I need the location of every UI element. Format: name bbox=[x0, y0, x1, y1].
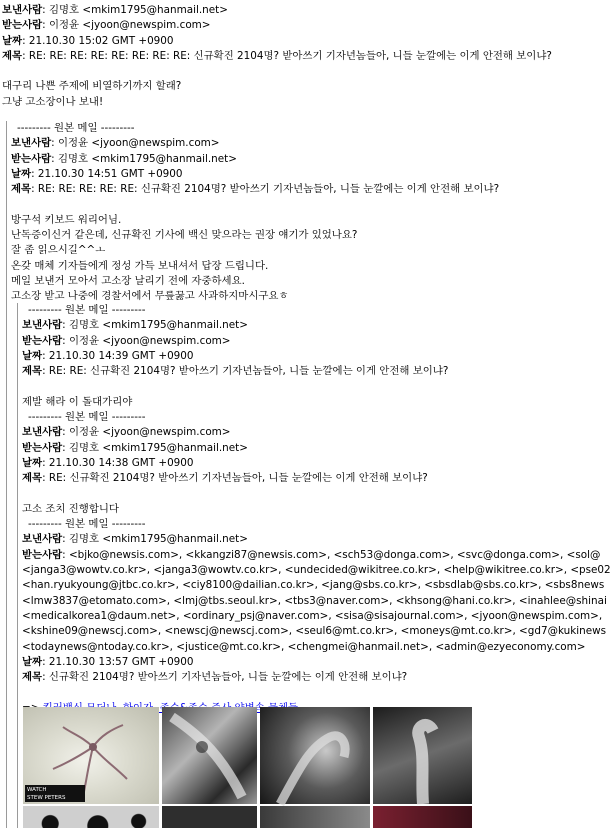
tentacle-shape bbox=[373, 707, 472, 804]
from-line: 보낸사람: 김명호 <mkim1795@hanmail.net> bbox=[2, 4, 228, 16]
recipients-line: <todaynews@ntoday.co.kr>, <justice@mt.co.kr>, <chengmei@hanmail.net>, <admin@ezyeconomy.com> bbox=[22, 640, 586, 653]
date-line: 날짜: 21.10.30 14:38 GMT +0900 bbox=[22, 456, 194, 469]
subject-line: 제목: RE: RE: RE: RE: RE: 신규확진 2104명? 받아쓰기 기자년놈들아, 니들 눈깔에는 이게 안전해 보이냐? bbox=[11, 183, 500, 196]
original-mail-header: --------- 원본 메일 --------- bbox=[17, 122, 135, 134]
body-line: 방구석 키보드 워리어님. bbox=[11, 213, 122, 226]
body-line: 잘 좀 읽으시길^^ㅗ bbox=[11, 244, 106, 257]
subject-line: 제목: RE: RE: RE: RE: RE: RE: RE: RE: 신규확진 2104명? 받아쓰기 기자년놈들아, 니들 눈깔에는 이게 안전해 보이냐? bbox=[2, 49, 552, 62]
date-line: 날짜: 21.10.30 15:02 GMT +0900 bbox=[2, 34, 174, 47]
subject-line: 제목: RE: 신규확진 2104명? 받아쓰기 기자년놈들아, 니들 눈깔에는 이게 안전해 보이냐? bbox=[22, 472, 428, 485]
body-line: 메일 보낸거 모아서 고소장 날리기 전에 자중하세요. bbox=[11, 274, 245, 287]
from-line: 보낸사람: 이정윤 <jyoon@newspim.com> bbox=[22, 426, 231, 439]
date-line: 날짜: 21.10.30 14:39 GMT +0900 bbox=[22, 349, 194, 362]
original-mail-header: --------- 원본 메일 --------- bbox=[28, 411, 146, 424]
body-line: 대구리 나쁜 주제에 비열하기까지 할래? bbox=[2, 80, 182, 93]
from-line: 보낸사람: 김명호 <mkim1795@hanmail.net> bbox=[22, 533, 248, 546]
to-line: 받는사람: <bjko@newsis.com>, <kkangzi87@newsis.com>, <sch53@donga.com>, <svc@donga.com>, <sol@ bbox=[22, 548, 601, 561]
microscope-image-7 bbox=[260, 806, 370, 828]
body-line: 그냥 고소장이나 보내! bbox=[2, 95, 104, 108]
original-mail-header: --------- 원본 메일 --------- bbox=[28, 518, 146, 531]
fiber-shape bbox=[260, 707, 370, 804]
date-line: 날짜: 21.10.30 13:57 GMT +0900 bbox=[22, 655, 194, 668]
to-line: 받는사람: 이정윤 <jyoon@newspim.com> bbox=[22, 334, 231, 347]
body-line: 난독증이신거 같은데, 신규확진 기사에 백신 맞으라는 권장 얘기가 있었나요? bbox=[11, 229, 358, 242]
to-line: 받는사람: 김명호 <mkim1795@hanmail.net> bbox=[22, 441, 248, 454]
microscope-image-2 bbox=[162, 707, 257, 804]
body-line: 고소 조치 진행합니다 bbox=[22, 502, 119, 515]
microscope-image-1 bbox=[23, 707, 159, 804]
subject-line: 제목: RE: RE: 신규확진 2104명? 받아쓰기 기자년놈들아, 니들 눈깔에는 이게 안전해 보이냐? bbox=[22, 365, 449, 378]
from-line: 보낸사람: 김명호 <mkim1795@hanmail.net> bbox=[22, 319, 248, 332]
microscope-image-8 bbox=[373, 806, 472, 828]
to-line: 받는사람: 김명호 <mkim1795@hanmail.net> bbox=[11, 152, 237, 165]
date-line: 날짜: 21.10.30 14:51 GMT +0900 bbox=[11, 167, 183, 180]
embedded-image-collage[interactable] bbox=[23, 707, 472, 828]
latest-message bbox=[2, 3, 552, 110]
watch-badge: WATCH STEW PETERS bbox=[25, 785, 85, 802]
recipients-line: <medicalkorea1@daum.net>, <ordinary_psj@naver.com>, <sisa@sisajournal.com>, <jyoon@newspim.com>, bbox=[22, 609, 603, 622]
to-line: 받는사람: 이정윤 <jyoon@newspim.com> bbox=[2, 19, 211, 32]
microscope-image-4 bbox=[373, 707, 472, 804]
body-line: 고소장 받고 나중에 경찰서에서 무릎꿇고 사과하지마시구요ㅎ bbox=[11, 290, 289, 303]
body-line: 제발 해라 이 돌대가리야 bbox=[22, 395, 133, 408]
recipients-line: <han.ryukyoung@jtbc.co.kr>, <ciy8100@dailian.co.kr>, <jang@sbs.co.kr>, <sbsdlab@sbs.co.kr>, <sbs8news bbox=[22, 579, 605, 592]
microscope-image-6 bbox=[162, 806, 257, 828]
microscope-image-3 bbox=[260, 707, 370, 804]
subject-line: 제목: 신규확진 2104명? 받아쓰기 기자년놈들아, 니들 눈깔에는 이게 안전해 보이냐? bbox=[22, 671, 408, 684]
recipients-line: <kshine09@newscj.com>, <newscj@newscj.com>, <seul6@mt.co.kr>, <moneys@mt.co.kr>, <gd7@kukinews bbox=[22, 625, 607, 638]
body-line: 온갖 매체 기자들에게 정성 가득 보내셔서 답장 드립니다. bbox=[11, 259, 269, 272]
recipients-line: <janga3@wowtv.co.kr>, <janga3@wowtv.co.kr>, <undecided@wikitree.co.kr>, <help@wikitree.co.kr>, <pse02 bbox=[22, 564, 611, 577]
original-mail-header: --------- 원본 메일 --------- bbox=[28, 304, 146, 316]
recipients-line: <lmw3837@etomato.com>, <lmj@tbs.seoul.kr>, <tbs3@naver.com>, <khsong@hani.co.kr>, <inahlee@shinai bbox=[22, 594, 607, 607]
filament-shape bbox=[162, 707, 257, 804]
from-line: 보낸사람: 이정윤 <jyoon@newspim.com> bbox=[11, 137, 220, 150]
microscope-image-5 bbox=[23, 806, 159, 828]
